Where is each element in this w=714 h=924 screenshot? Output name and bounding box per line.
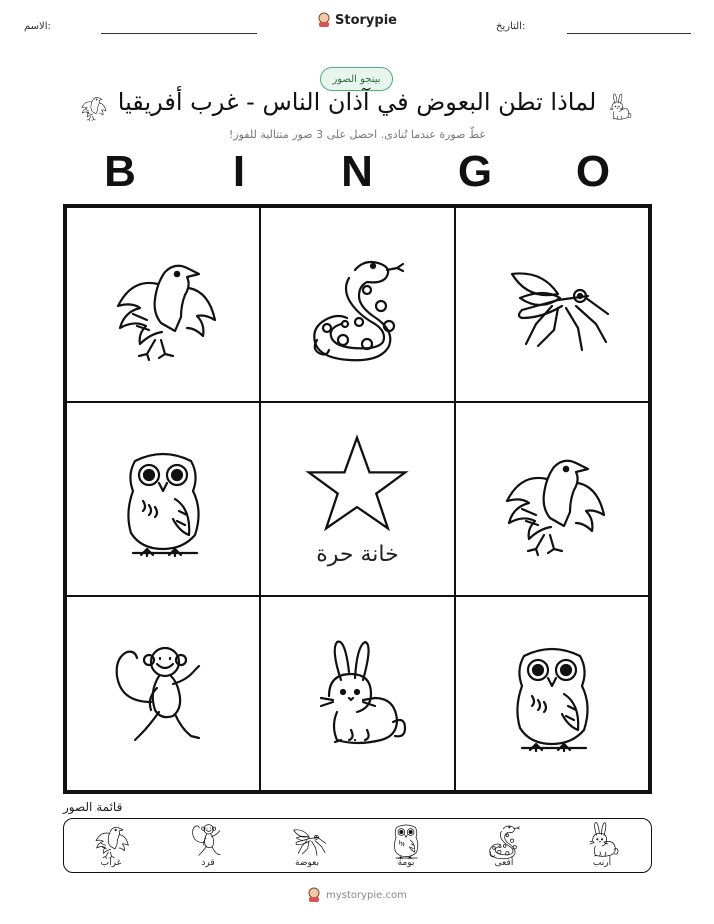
owl-icon [386, 820, 426, 860]
list-item [277, 819, 337, 872]
list-item-label: بومة [397, 858, 415, 868]
bingo-cell-free[interactable] [260, 402, 454, 597]
rabbit-icon [604, 92, 634, 122]
list-item [474, 819, 534, 872]
list-item [81, 819, 141, 872]
bingo-letter-b: B [104, 147, 136, 196]
free-space-label: خانة حرة [316, 542, 399, 568]
bingo-letter-g: G [457, 147, 493, 196]
crow-icon [103, 244, 223, 364]
list-item [178, 819, 238, 872]
picture-bingo-badge: بينجو الصور [320, 67, 393, 91]
brand-name: Storypie [335, 12, 397, 28]
list-item [376, 819, 436, 872]
instructions: غطّ صورة عندما تُنادى. احصل على 3 صور متتالية للفوز! [228, 128, 486, 141]
bingo-letter-i: I [232, 147, 246, 196]
brand-logo [0, 12, 714, 28]
bingo-grid [63, 204, 652, 794]
list-item-label: غراب [100, 858, 122, 868]
rabbit-icon [297, 634, 417, 754]
bingo-cell[interactable] [455, 402, 649, 597]
mosquito-icon [492, 244, 612, 364]
picture-list [63, 818, 652, 873]
storypie-logo-icon [317, 12, 331, 28]
monkey-icon [103, 634, 223, 754]
page-title: لماذا تطن البعوض في آذان الناس - غرب أفريقيا [117, 88, 597, 116]
crow-icon [91, 820, 131, 860]
bingo-cell[interactable] [260, 596, 454, 791]
bingo-cell[interactable] [66, 596, 260, 791]
snake-icon [297, 244, 417, 364]
mosquito-icon [287, 820, 327, 860]
list-item-label: بعوضة [295, 858, 319, 868]
bingo-cell[interactable] [455, 207, 649, 402]
storypie-logo-icon [307, 887, 321, 903]
star-icon [297, 430, 417, 536]
bingo-cell[interactable] [455, 596, 649, 791]
footer [0, 887, 714, 903]
bingo-cell[interactable] [66, 207, 260, 402]
bingo-letter-n: N [341, 147, 373, 196]
name-label: الاسم: [24, 21, 51, 32]
bingo-letter-o: O [575, 147, 611, 196]
footer-url[interactable]: mystorypie.com [326, 889, 407, 901]
owl-icon [492, 634, 612, 754]
rabbit-icon [582, 820, 622, 860]
list-item-label: أفعى [494, 858, 514, 868]
list-item-label: قرد [201, 858, 215, 868]
bingo-cell[interactable] [66, 402, 260, 597]
bingo-cell[interactable] [260, 207, 454, 402]
list-item-label: أرنب [592, 858, 612, 868]
owl-icon [103, 439, 223, 559]
name-field-line[interactable] [101, 33, 257, 34]
snake-icon [484, 820, 524, 860]
bingo-header [63, 147, 651, 197]
crow-icon [492, 439, 612, 559]
monkey-icon [188, 820, 228, 860]
list-item [572, 819, 632, 872]
picture-list-title: قائمة الصور [63, 800, 123, 814]
date-field-line[interactable] [567, 33, 691, 34]
date-label: التاريخ: [496, 21, 526, 32]
